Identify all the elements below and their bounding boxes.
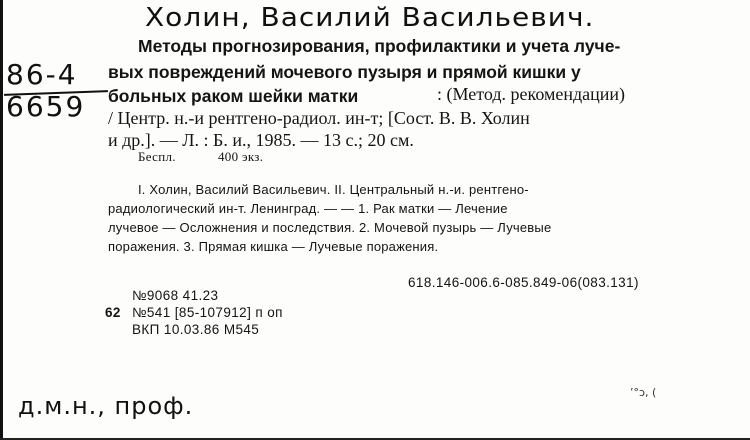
handwritten-code-top: 86-4 <box>6 58 78 91</box>
title-suffix: : (Метод. рекомендации) <box>437 84 626 104</box>
title-line-2: вых повреждений мочевого пузыря и прямой кишки у <box>108 62 581 82</box>
title-line-3: больных раком шейки матки <box>108 86 359 106</box>
catalog-vkp: ВКП 10.03.86 М545 <box>132 322 260 337</box>
handwritten-degree: д.м.н., проф. <box>18 392 194 420</box>
title-line-1: Методы прогнозирования, профилактики и учета луче- <box>138 36 621 56</box>
udc-code: 618.146-006.6-085.849-06(083.131) <box>408 275 639 290</box>
handwritten-smudge: ’°ɔ, ( <box>630 386 657 399</box>
price: Беспл. <box>138 149 176 164</box>
notes-line-1: I. Холин, Василий Васильевич. II. Центральный н.-и. рентгено- <box>138 182 529 197</box>
publication-line-2: и др.]. — Л. : Б. и., 1985. — 13 с.; 20 см. <box>108 130 414 150</box>
catalog-number: №9068 41.23 <box>132 288 219 303</box>
publication-line-1: / Центр. н.-и рентгено-радиол. ин-т; [Сост. В. В. Холин <box>108 108 530 128</box>
notes-line-4: поражения. 3. Прямая кишка — Лучевые поражения. <box>108 239 439 254</box>
catalog-prefix: 62 <box>105 305 121 320</box>
catalog-entry: №541 [85-107912] п оп <box>132 305 283 320</box>
notes-line-2: радиологический ин-т. Ленинград. — — 1. Рак матки — Лечение <box>108 201 508 216</box>
handwritten-code-bottom: 6659 <box>6 90 86 123</box>
print-run: 400 экз. <box>218 149 264 164</box>
handwritten-author: Холин, Василий Васильевич. <box>145 2 595 33</box>
card-left-edge <box>0 0 3 440</box>
notes-line-3: лучевое — Осложнения и последствия. 2. Мочевой пузырь — Лучевые <box>108 220 552 235</box>
